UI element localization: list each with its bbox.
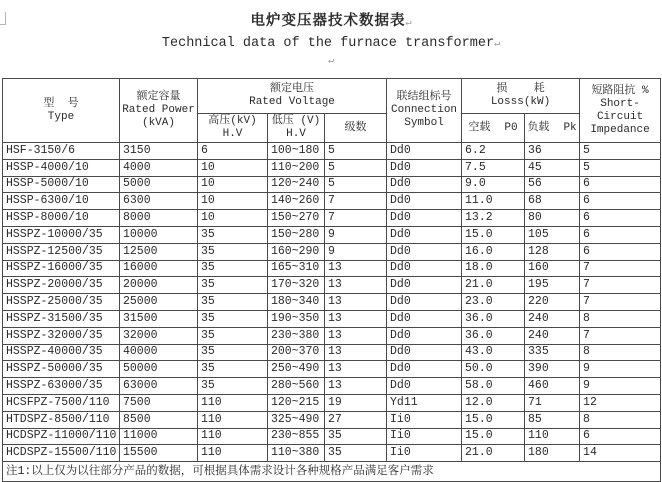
cell: 110 xyxy=(198,428,268,445)
cell: 335 xyxy=(525,344,580,361)
cell: HSSPZ-31500/35 xyxy=(3,310,120,327)
cell: 85 xyxy=(525,411,580,428)
table-row xyxy=(3,310,661,327)
cell: Dd0 xyxy=(387,176,462,193)
cell: HSF-3150/6 xyxy=(3,143,120,160)
table-row xyxy=(3,327,661,344)
cell: HSSP-4000/10 xyxy=(3,159,120,176)
cell: 7.5 xyxy=(462,159,525,176)
cell: 9 xyxy=(580,361,661,378)
document-page xyxy=(0,12,662,479)
cell: 10 xyxy=(198,176,268,193)
cell: 31500 xyxy=(120,310,198,327)
cell: 110 xyxy=(198,411,268,428)
col-group-rated-voltage-cn: 额定电压 xyxy=(270,83,315,95)
cell: Dd0 xyxy=(387,143,462,160)
col-header-type-cn: 型 号 xyxy=(43,97,79,110)
cell: 11.0 xyxy=(462,193,525,210)
cell: 8000 xyxy=(120,210,198,227)
cell: 10 xyxy=(198,193,268,210)
transformer-data-table xyxy=(2,78,661,482)
cell: HCDSPZ-15500/110 xyxy=(3,445,120,462)
cell: HSSPZ-25000/35 xyxy=(3,294,120,311)
col-header-impedance xyxy=(580,79,661,143)
cell: 40000 xyxy=(120,344,198,361)
cell: Dd0 xyxy=(387,210,462,227)
cell: 280~560 xyxy=(268,378,325,395)
cell: 8 xyxy=(580,411,661,428)
cell: 5 xyxy=(580,143,661,160)
cell: 5000 xyxy=(120,176,198,193)
table-row xyxy=(3,411,661,428)
cell: Dd0 xyxy=(387,277,462,294)
cell: Ii0 xyxy=(387,445,462,462)
table-row xyxy=(3,394,661,411)
cell: HSSPZ-12500/35 xyxy=(3,243,120,260)
cell: HSSPZ-50000/35 xyxy=(3,361,120,378)
col-header-rated-power-cn: 额定容量 xyxy=(136,91,181,103)
col-group-loss xyxy=(462,79,580,114)
cell: 9 xyxy=(325,243,387,260)
cell: 13.2 xyxy=(462,210,525,227)
cell: 6 xyxy=(198,143,268,160)
cell: 110~380 xyxy=(268,445,325,462)
cell: 35 xyxy=(325,445,387,462)
cell: Dd0 xyxy=(387,327,462,344)
cell: 13 xyxy=(325,310,387,327)
col-header-high-voltage-en: H.V xyxy=(222,128,243,140)
table-row xyxy=(3,143,661,160)
col-header-rated-power xyxy=(120,79,198,143)
cell: Dd0 xyxy=(387,344,462,361)
col-header-rated-power-en: Rated Power xyxy=(122,104,195,116)
cell: 8 xyxy=(580,344,661,361)
col-group-rated-voltage-en: Rated Voltage xyxy=(249,96,335,108)
cell: 250~490 xyxy=(268,361,325,378)
cell: 200~370 xyxy=(268,344,325,361)
cell: 195 xyxy=(525,277,580,294)
col-header-type-en: Type xyxy=(47,110,75,123)
title-block xyxy=(0,12,662,69)
cell: 105 xyxy=(525,226,580,243)
cell: 10 xyxy=(198,210,268,227)
cell: HCDSPZ-11000/110 xyxy=(3,428,120,445)
cell: 6 xyxy=(580,176,661,193)
cell: 220 xyxy=(525,294,580,311)
col-header-connection-symbol xyxy=(387,79,462,143)
cell: 13 xyxy=(325,344,387,361)
cell: 11000 xyxy=(120,428,198,445)
cell: 12 xyxy=(580,394,661,411)
cell: 35 xyxy=(198,361,268,378)
cell: 21.0 xyxy=(462,445,525,462)
col-group-loss-en: Losss(kW) xyxy=(490,96,551,108)
col-header-low-voltage-en: H.V xyxy=(286,128,306,140)
cell: 80 xyxy=(525,210,580,227)
cell: 5 xyxy=(325,176,387,193)
cell: Ii0 xyxy=(387,428,462,445)
cell: 23.0 xyxy=(462,294,525,311)
cell: 13 xyxy=(325,277,387,294)
note-row xyxy=(3,462,661,482)
col-header-no-load-loss xyxy=(462,114,525,143)
cell: 14 xyxy=(580,445,661,462)
cell: 170~320 xyxy=(268,277,325,294)
cell: 10000 xyxy=(120,226,198,243)
cell: 58.0 xyxy=(462,378,525,395)
cell: HSSP-6300/10 xyxy=(3,193,120,210)
col-header-type xyxy=(3,79,120,143)
cell: 15.0 xyxy=(462,411,525,428)
table-row xyxy=(3,176,661,193)
cell: 27 xyxy=(325,411,387,428)
cell: 15.0 xyxy=(462,428,525,445)
cell: 13 xyxy=(325,378,387,395)
cell: Yd11 xyxy=(387,394,462,411)
col-header-low-voltage-cn: 低压 (V) xyxy=(271,115,321,127)
table-note: 注1:以上仅为以往部分产品的数据，可根据具体需求设计各种规格产品满足客户需求 xyxy=(3,462,661,482)
cell: 150~280 xyxy=(268,226,325,243)
cell: 35 xyxy=(198,243,268,260)
col-header-load-loss xyxy=(525,114,580,143)
cell: 190~350 xyxy=(268,310,325,327)
cell: 3150 xyxy=(120,143,198,160)
cell: 63000 xyxy=(120,378,198,395)
cell: 160~290 xyxy=(268,243,325,260)
table-row xyxy=(3,378,661,395)
cell: 8 xyxy=(580,310,661,327)
cell: 6 xyxy=(580,428,661,445)
cell: 16.0 xyxy=(462,243,525,260)
paragraph-mark-icon: ↵ xyxy=(494,39,501,50)
cell: HSSP-5000/10 xyxy=(3,176,120,193)
col-header-impedance-en: Short-Circuit Impedance xyxy=(590,97,650,136)
col-header-load-cn: 负载 xyxy=(527,121,550,134)
cell: 110 xyxy=(525,428,580,445)
cell: Dd0 xyxy=(387,361,462,378)
table-row xyxy=(3,294,661,311)
cell: 13 xyxy=(325,294,387,311)
cell: 150~270 xyxy=(268,210,325,227)
cell: 15.0 xyxy=(462,226,525,243)
cell: Dd0 xyxy=(387,310,462,327)
cell: 43.0 xyxy=(462,344,525,361)
cell: 35 xyxy=(198,310,268,327)
cell: 16000 xyxy=(120,260,198,277)
cell: 15500 xyxy=(120,445,198,462)
table-row xyxy=(3,226,661,243)
cell: HSSPZ-32000/35 xyxy=(3,327,120,344)
cell: 165~310 xyxy=(268,260,325,277)
cell: 35 xyxy=(198,378,268,395)
table-row xyxy=(3,193,661,210)
cell: 9.0 xyxy=(462,176,525,193)
cell: 18.0 xyxy=(462,260,525,277)
col-header-no-load-cn: 空载 xyxy=(468,121,491,134)
col-group-loss-cn: 损 耗 xyxy=(496,83,545,95)
cell: 13 xyxy=(325,260,387,277)
page-margin-corner-mark xyxy=(0,12,6,25)
cell: 10 xyxy=(198,159,268,176)
cell: 6300 xyxy=(120,193,198,210)
cell: 7 xyxy=(580,294,661,311)
col-header-high-voltage xyxy=(198,114,268,143)
cell: Ii0 xyxy=(387,411,462,428)
cell: HCSFPZ-7500/110 xyxy=(3,394,120,411)
cell: 6 xyxy=(580,193,661,210)
paragraph-mark-icon: ↵ xyxy=(405,18,412,29)
cell: 7 xyxy=(580,327,661,344)
col-header-high-voltage-cn: 高压(kV) xyxy=(208,115,257,127)
cell: 35 xyxy=(198,226,268,243)
cell: 35 xyxy=(325,428,387,445)
cell: 35 xyxy=(198,260,268,277)
cell: Dd0 xyxy=(387,226,462,243)
cell: 35 xyxy=(198,277,268,294)
cell: 160 xyxy=(525,260,580,277)
col-header-connection-cn: 联结组标号 xyxy=(396,91,452,103)
cell: 50000 xyxy=(120,361,198,378)
table-row xyxy=(3,260,661,277)
col-header-impedance-cn: 短路阻抗 % xyxy=(591,84,649,97)
cell: 325~490 xyxy=(268,411,325,428)
cell: 5 xyxy=(325,159,387,176)
cell: Dd0 xyxy=(387,159,462,176)
cell: 240 xyxy=(525,310,580,327)
cell: 110~200 xyxy=(268,159,325,176)
cell: 13 xyxy=(325,361,387,378)
cell: 12.0 xyxy=(462,394,525,411)
cell: 6 xyxy=(580,243,661,260)
col-header-load-symbol: Pk xyxy=(563,121,577,134)
cell: 32000 xyxy=(120,327,198,344)
table-body xyxy=(3,143,661,462)
cell: 7 xyxy=(580,260,661,277)
table-row xyxy=(3,243,661,260)
cell: 9 xyxy=(580,378,661,395)
cell: 25000 xyxy=(120,294,198,311)
cell: 35 xyxy=(198,344,268,361)
cell: 50.0 xyxy=(462,361,525,378)
table-row xyxy=(3,428,661,445)
cell: 13 xyxy=(325,327,387,344)
cell: 240 xyxy=(525,327,580,344)
cell: 128 xyxy=(525,243,580,260)
cell: 460 xyxy=(525,378,580,395)
cell: 35 xyxy=(198,294,268,311)
cell: HSSPZ-10000/35 xyxy=(3,226,120,243)
col-header-low-voltage xyxy=(268,114,325,143)
cell: 36.0 xyxy=(462,310,525,327)
cell: 8500 xyxy=(120,411,198,428)
cell: 180~340 xyxy=(268,294,325,311)
cell: 12500 xyxy=(120,243,198,260)
col-header-steps-cn: 级数 xyxy=(344,121,367,134)
table-row xyxy=(3,210,661,227)
cell: 110 xyxy=(198,394,268,411)
document-title-en xyxy=(0,34,662,55)
cell: HSSPZ-63000/35 xyxy=(3,378,120,395)
cell: 7 xyxy=(580,277,661,294)
cell: 6.2 xyxy=(462,143,525,160)
cell: 19 xyxy=(325,394,387,411)
cell: HSSPZ-40000/35 xyxy=(3,344,120,361)
cell: 180 xyxy=(525,445,580,462)
cell: HSSP-8000/10 xyxy=(3,210,120,227)
cell: 140~260 xyxy=(268,193,325,210)
col-header-no-load-symbol: P0 xyxy=(504,121,518,134)
cell: Dd0 xyxy=(387,260,462,277)
cell: 5 xyxy=(325,143,387,160)
cell: 56 xyxy=(525,176,580,193)
cell: 110 xyxy=(198,445,268,462)
table-row xyxy=(3,361,661,378)
cell: 71 xyxy=(525,394,580,411)
table-row xyxy=(3,344,661,361)
cell: 7500 xyxy=(120,394,198,411)
col-group-rated-voltage xyxy=(198,79,387,114)
cell: Dd0 xyxy=(387,378,462,395)
cell: Dd0 xyxy=(387,294,462,311)
table-row xyxy=(3,277,661,294)
paragraph-mark-icon: ↵ xyxy=(327,56,335,67)
cell: HSSPZ-16000/35 xyxy=(3,260,120,277)
cell: 35 xyxy=(198,327,268,344)
col-header-steps xyxy=(325,114,387,143)
cell: 45 xyxy=(525,159,580,176)
document-title-en-text: Technical data of the furnace transformer xyxy=(161,36,495,51)
cell: HTDSPZ-8500/110 xyxy=(3,411,120,428)
cell: Dd0 xyxy=(387,243,462,260)
col-header-rated-power-unit: (kVA) xyxy=(141,117,175,129)
cell: 21.0 xyxy=(462,277,525,294)
table-footer xyxy=(3,462,661,482)
table-row xyxy=(3,445,661,462)
document-title-cn-text: 电炉变压器技术数据表 xyxy=(250,14,406,30)
cell: HSSPZ-20000/35 xyxy=(3,277,120,294)
cell: 7 xyxy=(325,210,387,227)
table-row xyxy=(3,159,661,176)
cell: 100~180 xyxy=(268,143,325,160)
cell: 7 xyxy=(325,193,387,210)
cell: 230~380 xyxy=(268,327,325,344)
cell: 5 xyxy=(580,159,661,176)
cell: 120~215 xyxy=(268,394,325,411)
table-header xyxy=(3,79,661,143)
cell: Dd0 xyxy=(387,193,462,210)
cell: 36 xyxy=(525,143,580,160)
col-header-connection-en: Connection Symbol xyxy=(391,104,458,129)
cell: 230~855 xyxy=(268,428,325,445)
cell: 36.0 xyxy=(462,327,525,344)
document-title-cn xyxy=(0,12,662,34)
cell: 4000 xyxy=(120,159,198,176)
cell: 9 xyxy=(325,226,387,243)
cell: 20000 xyxy=(120,277,198,294)
cell: 68 xyxy=(525,193,580,210)
cell: 6 xyxy=(580,210,661,227)
cell: 120~240 xyxy=(268,176,325,193)
cell: 6 xyxy=(580,226,661,243)
cell: 390 xyxy=(525,361,580,378)
